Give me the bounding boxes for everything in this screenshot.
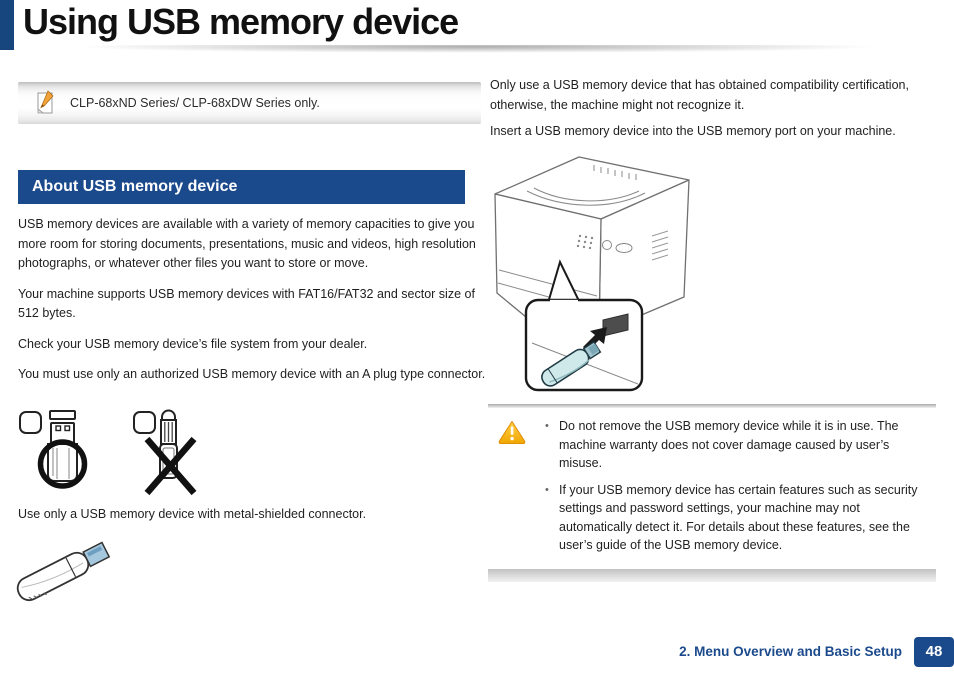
usb-connector-guide-illustration xyxy=(16,406,216,504)
section-body xyxy=(18,215,486,396)
warning-box xyxy=(488,404,936,582)
warning-item xyxy=(544,481,930,555)
warning-item-text: Do not remove the USB memory device while it is in use. The machine warranty does not cover damage caused by user’s misuse. xyxy=(559,419,899,470)
footer-chapter: 2. Menu Overview and Basic Setup xyxy=(679,644,902,659)
paragraph: USB memory devices are available with a variety of memory capacities to give you more room for storing documents, presentations, music and videos, high resolution photographs, or whatever other files you want to store or move. xyxy=(18,217,476,270)
warning-triangle-icon xyxy=(498,419,526,444)
paragraph: Insert a USB memory device into the USB memory port on your machine. xyxy=(490,124,896,138)
paragraph: Only use a USB memory device that has obtained compatibility certification, otherwise, the machine might not recognize it. xyxy=(490,78,909,112)
warning-box-bottom-border xyxy=(488,569,936,582)
page-number: 48 xyxy=(925,643,943,660)
note-text: CLP-68xND Series/ CLP-68xDW Series only. xyxy=(70,96,320,110)
paragraph: Your machine supports USB memory devices with FAT16/FAT32 and sector size of 512 bytes. xyxy=(18,286,475,320)
title-shadow-divider xyxy=(0,45,954,57)
page-number-badge xyxy=(914,637,954,667)
page-title: Using USB memory device xyxy=(23,1,459,42)
note-pencil-icon xyxy=(32,90,58,116)
usb-flash-drive-illustration xyxy=(10,534,130,608)
note-box xyxy=(18,82,481,124)
warning-list xyxy=(544,417,930,555)
section-header: About USB memory device xyxy=(18,170,465,204)
title-accent-bar xyxy=(0,0,14,50)
metal-shield-note: Use only a USB memory device with metal-shielded connector. xyxy=(18,507,367,521)
paragraph: Check your USB memory device’s file system from your dealer. xyxy=(18,336,368,351)
paragraph: You must use only an authorized USB memory device with an A plug type connector. xyxy=(18,367,486,381)
printer-usb-port-illustration xyxy=(482,150,742,396)
warning-item xyxy=(544,417,930,473)
warning-item-text: If your USB memory device has certain features such as security settings and password settings, your machine may not automatically detect it. For details about these features, see the user’s guide of the USB memory device. xyxy=(559,482,918,552)
